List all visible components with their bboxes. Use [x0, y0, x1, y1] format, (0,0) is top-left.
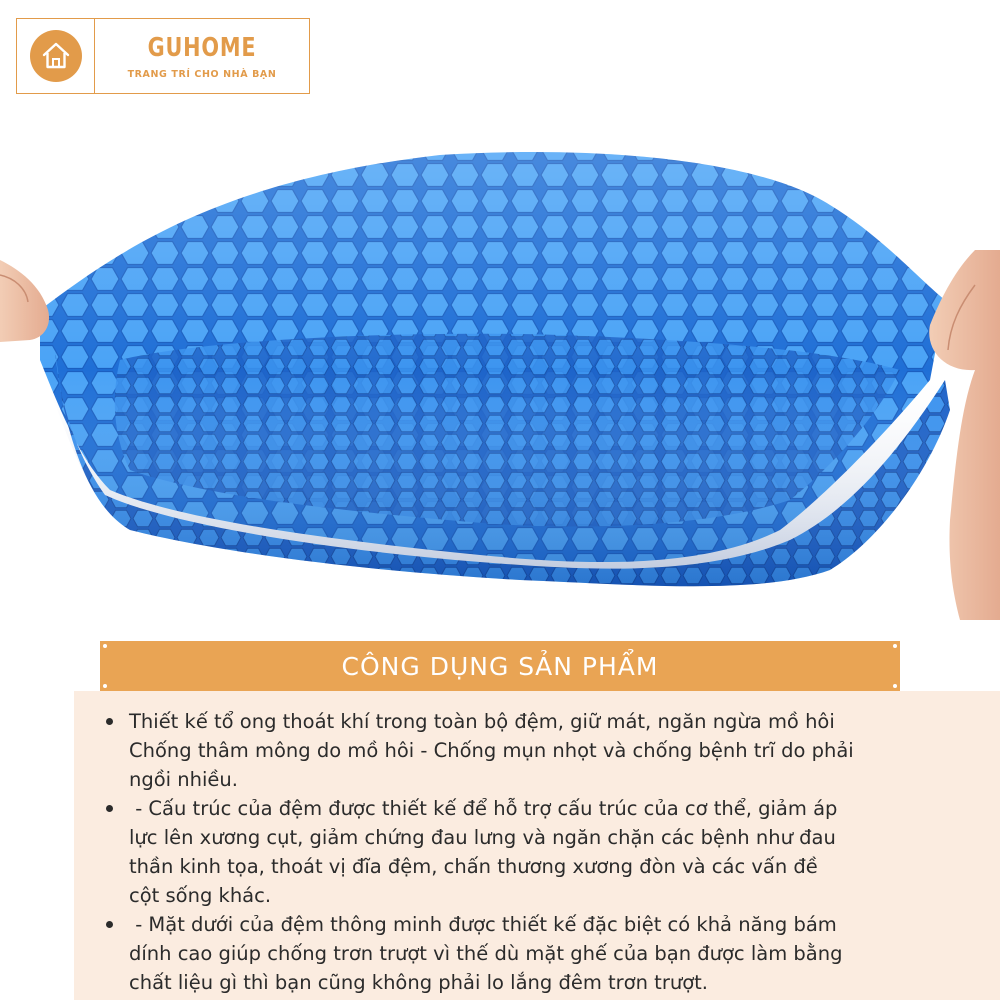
list-item — [102, 707, 970, 794]
bullet-line: Chống thâm mông do mồ hôi - Chống mụn nhọt và chống bệnh trĩ do phải — [129, 739, 854, 762]
corner-dot — [103, 684, 107, 688]
list-item — [102, 794, 970, 910]
logo-icon-cell — [17, 19, 95, 93]
bullet-line: - Mặt dưới của đệm thông minh được thiết kế đặc biệt có khả năng bám — [129, 913, 837, 936]
bullet-line: Thiết kế tổ ong thoát khí trong toàn bộ đệm, giữ mát, ngăn ngừa mồ hôi — [129, 710, 835, 733]
bullet-line: cột sống khác. — [129, 884, 272, 907]
brand-logo — [16, 18, 310, 94]
corner-dot — [893, 644, 897, 648]
list-item — [102, 910, 970, 997]
logo-text — [95, 19, 309, 93]
bullet-line: dính cao giúp chống trơn trượt vì thế dù mặt ghế của bạn được làm bằng — [129, 942, 843, 965]
product-uses-list — [102, 707, 970, 997]
bullet-line: ngồi nhiều. — [129, 768, 238, 791]
product-uses-box — [74, 691, 1000, 1000]
honeycomb-gel-cushion-photo — [0, 110, 1000, 630]
logo-tagline: TRANG TRÍ CHO NHÀ BẠN — [127, 68, 277, 80]
bullet-line: lực lên xương cụt, giảm chứng đau lưng và ngăn chặn các bệnh như đau — [129, 826, 836, 849]
section-title: CÔNG DỤNG SẢN PHẨM — [341, 651, 659, 681]
house-icon — [30, 30, 82, 82]
corner-dot — [893, 684, 897, 688]
bullet-line: chất liệu gì thì bạn cũng không phải lo lắng đêm trơn trượt. — [129, 971, 708, 994]
bullet-line: - Cấu trúc của đệm được thiết kế để hỗ trợ cấu trúc của cơ thể, giảm áp — [129, 797, 838, 820]
logo-brand-name: GUHOME — [147, 32, 257, 63]
section-heading-bar — [100, 641, 900, 691]
bullet-line: thần kinh tọa, thoát vị đĩa đệm, chấn thương xương đòn và các vấn đề — [129, 855, 818, 878]
corner-dot — [103, 644, 107, 648]
